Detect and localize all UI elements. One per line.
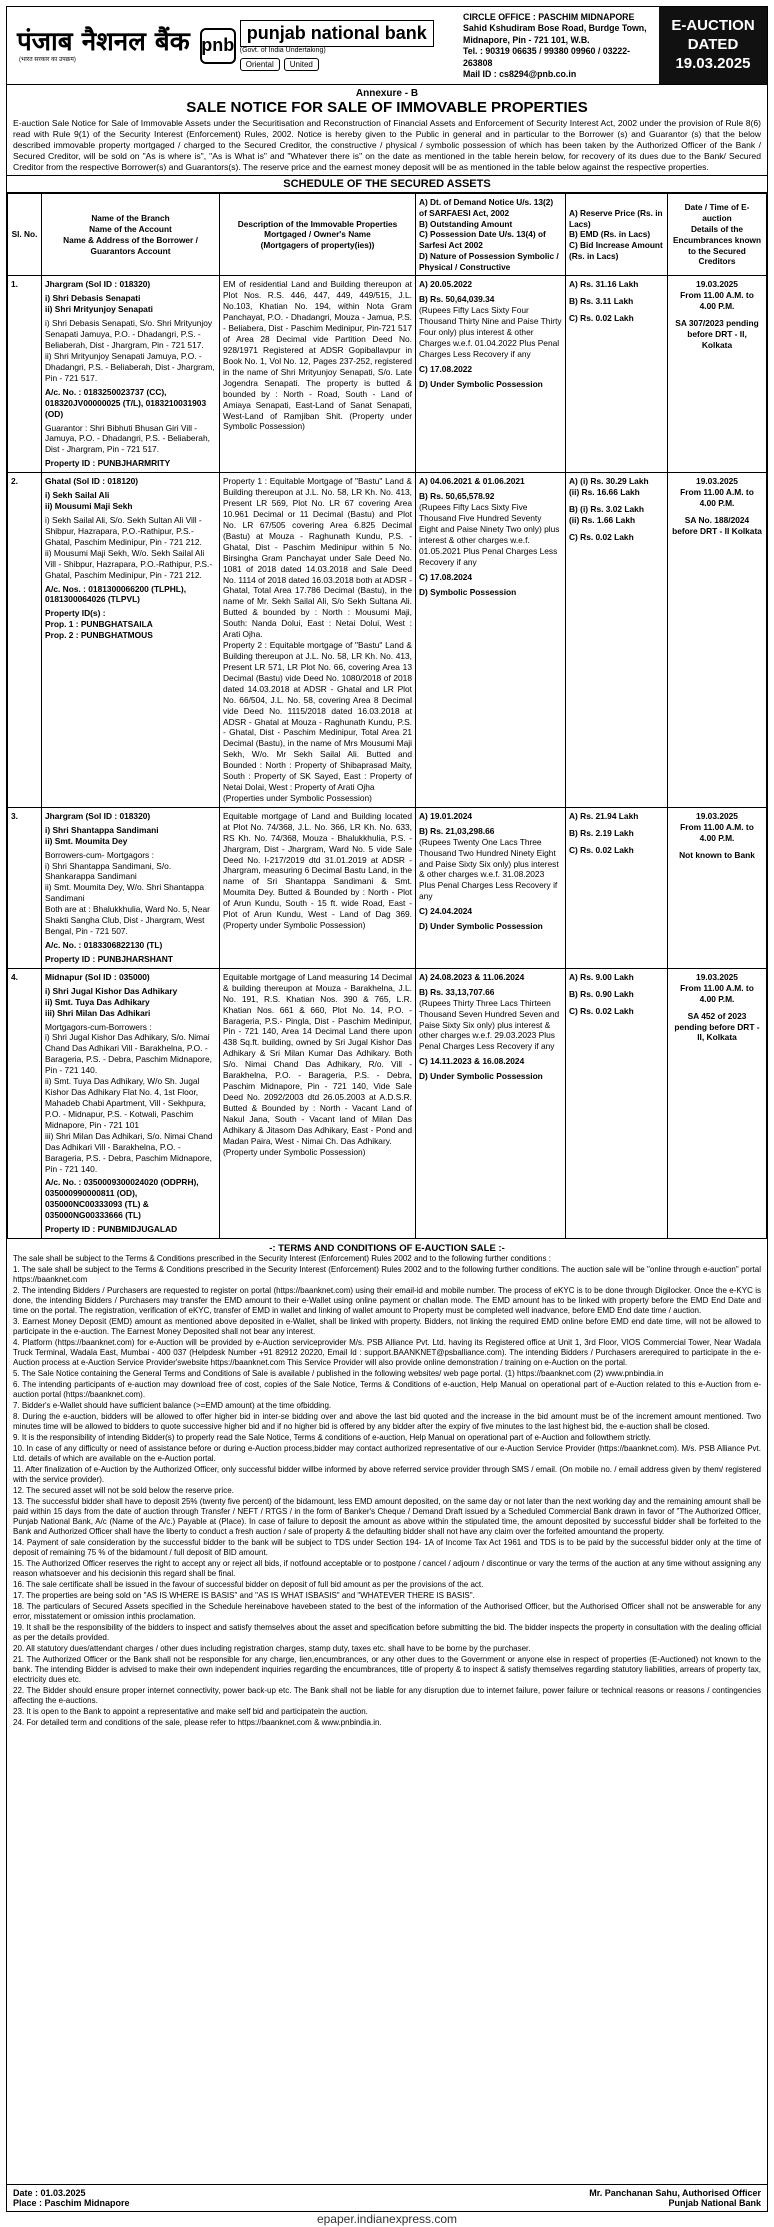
guarantor: Guarantor : Shri Bibhuti Bhusan Giri Vill - Jamuya, P.O. - Dhadangri, P.S. - Beliaberah, Dist - Jhargram, Pin - 721 517. [45, 422, 210, 455]
col-branch: Name of the Branch Name of the Account Name & Address of the Borrower / Guarantors Account [42, 194, 220, 276]
brand-name: punjab national bank [240, 20, 434, 47]
property-description: EM of residential Land and Building thereupon at Plot Nos. R.S. 446, 447, 449, 449/515, J.L. No.103, Khatian No. 194, within Nota Gram Panchayat, P.O. - Dhadangri, Mouza - Jamua, P.S. - Beliabera, Dist - Paschim Medinipur, Pin-721 517 of Area 28 Decimal vide Partition Deed No. 928/1971 Registered at ADSR Gopiballavpur in Book No. 1, Vol No. 12, Pages 237-252, registered in the name of Shri Mrityunjoy Senapati, S/o. Late Jogendra Senapati. The property is butted & bounded by : North - Road, South - Land of Amiaya Senapati, East-Land of Sanat Senapati, West-Land of Ramjiban Shit. (Property under Symbolic Possession) [220, 276, 416, 473]
term-item: 8. During the e-auction, bidders will be allowed to offer higher bid in inter-se bidding over and above the last bid quoted and the increase in the bid amount must be of the increment amount mentioned. Two minutes time will be allowed to bidders to quote successive higher bid and if no higher bid is offered by any bidder after the expiry of five minutes to the last highest bid, the e-auction shall be closed. [13, 1412, 761, 1432]
auction-date: 19.03.2025 [696, 476, 738, 487]
borrower-address: Mortgagors-cum-Borrowers : i) Shri Jugal Kishor Das Adhikary, S/o. Nimai Chand Das Adhikari Vill - Barakhelna, P.O. - Barageria, P.S. - Debra, Paschim Midnapore, Pin - 721 140. ii) Smt. Tuya Das Adhikary, W/o Sh. Jugal Kishor Das Adhikary Flat No. 4, 1st Floor, Mahadeb Chabi Apartment, Vill - Sekhpura, P.O. - Midnapur, P.S. - Kotwali, Paschim Midnapore, Pin - 721 101 iii) Shri Milan Das Adhikari, S/o. Nimai Chand Das Adhikari Vill - Barakhelna, P.O. - Barageria, P.S. - Debra, Paschim Midnapore, Pin - 721 140. [45, 1021, 213, 1174]
footer-date: Date : 01.03.2025 [13, 2188, 86, 2198]
encumbrances: SA No. 188/2024 before DRT - II Kolkata [672, 514, 762, 536]
bid-increase: C) Rs. 0.02 Lakh [569, 313, 634, 324]
row-sl: 1. [8, 276, 42, 473]
demand-cell [416, 473, 566, 808]
terms-title: -: TERMS AND CONDITIONS OF E-AUCTION SALE :- [269, 1243, 505, 1255]
emd: B) Rs. 3.11 Lakh [569, 296, 634, 307]
outstanding-words: (Rupees Thirty Three Lacs Thirteen Thousand Seven Hundred Seven and Paise Sixty Six only) plus interest & other charges w.e.f. 29.03.2023 Plus Penal Charges Less Recovery if any [419, 997, 560, 1052]
pnb-logo-icon: pnb [200, 28, 236, 64]
account-names: i) Shri Shantappa Sandimani ii) Smt. Moumita Dey [45, 824, 159, 846]
property-description: Property 1 : Equitable Mortgage of "Bastu" Land & Building thereupon at J.L. No. 58, LR Kh. No. 413, Present LR 569, Plot No. LR 67 covering Area 10.961 Decimal or 11 Decimal (Bastu) and Plot No. LR 67/505 covering Area 6.825 Decimal (Bastu) at Mouza - Raghunath Kundu, P.S. - Ghatal, Dist - Paschim Medinipur within 5 No. Birsingha Gram Panchayat under Sale Deed No. 1081 of 2018 dated 14.03.2018 and Sale Deed No. 1114 of 2018 dated 16.03.2018 both at ADSR - Ghatal, Total Area 17.786 Decimal (Bastu), in the name of Mr. Sekh Sailal Ali, S/o Sekh Sultana Ali. Butted & bounded by : North : Mousumi Maji, South: Nanda Dolui, East : Netai Dolui, West : Arati Ojha. Property 2 : Equitable mortgage of "Bastu" Land & Building thereupon at J.L. No. 58, LR Kh. No. 413, Present LR 571, LR Plot No. 66, covering Area 13 Decimal (Bastu) vide Deed No. 1080/2018 of 2018 dated 14.03.2018 at ADSR - Ghatal and LR Plot No. 66/504, J.L. No. 58, covering Area 8 Decimal vide Deed No. 1115/2018 dated 16.03.2018 at ADSR - Ghatal at Mouza - Raghunath Kundu, P.S. - Ghatal, Dist - Paschim Medinipur, Total Area 21 Decimal (Bastu), in the name of Mrs Mousumi Maji Sekh, W/o. Mr Sekh Sailal Ali. Butted and Bounded : North : Property of Shibaprasad Maity, South : Property of SK Sayed, East : Property of Netai Dolai, West : Property of Arati Ojha (Properties under Symbolic Possession) [220, 473, 416, 808]
term-item: 17. The properties are being sold on "AS IS WHERE IS BASIS" and "AS IS WHAT ISBASIS" and "WHATEVER THERE IS BASIS". [13, 1591, 475, 1601]
branch-name: Jhargram (Sol ID : 018320) [45, 810, 151, 821]
watermark: epaper.indianexpress.com [316, 2212, 458, 2226]
possession-nature: D) Symbolic Possession [419, 586, 517, 597]
demand-date: A) 19.01.2024 [419, 810, 473, 821]
possession-date: C) 24.04.2024 [419, 906, 473, 917]
borrower-address: i) Sekh Sailal Ali, S/o. Sekh Sultan Ali Vill - Shibpur, Hazrapara, P.O.-Rathipur, P.S.- Ghatal, Paschim Medinipur, Pin - 721 212. ii) Mousumi Maji Sekh, W/o. Sekh Sailal Ali Vill - Shibpur, Hazrapara, P.O.-Rathipur, P.S.- Ghatal, Paschim Medinipur, Pin - 721 212. [45, 514, 213, 580]
table-row [8, 807, 767, 968]
row-branch-cell [42, 473, 220, 808]
reserve-cell [566, 473, 668, 808]
outstanding-words: (Rupees Fifty Lacs Sixty Five Thousand Five Hundred Seventy Eight and Paise Ninety Two only) plus interest & other charges w.e.f. 01.05.2021 Plus Penal Charges Less Recovery if any [419, 502, 560, 567]
borrower-address: i) Shri Debasis Senapati, S/o. Shri Mrityunjoy Senapati Jamuya, P.O. - Dhadangri, P.S. - Beliaberah, Dist - Jhargram, Pin - 721 517. ii) Shri Mrityunjoy Senapati Jamuya, P.O. - Dhadangri, P.S. - Beliaberah, Dist - Jhargram, Pin - 721 517. [45, 318, 215, 383]
auction-time: From 11.00 A.M. to 4.00 P.M. [680, 487, 754, 509]
eauction-date: 19.03.2025 [675, 54, 751, 72]
auction-time: From 11.00 A.M. to 4.00 P.M. [680, 290, 754, 312]
auction-cell [668, 968, 767, 1238]
auction-time: From 11.00 A.M. to 4.00 P.M. [680, 821, 754, 843]
emd: B) (i) Rs. 3.02 Lakh (ii) Rs. 1.66 Lakh [569, 504, 644, 525]
borrower-address: Borrowers-cum- Mortgagors : i) Shri Shantappa Sandimani, S/o. Shankarappa Sandimani ii) Smt. Moumita Dey, W/o. Shri Shantappa Sandimani Both are at : Bhalukkhulia, Ward No. 5, Near Shakti Sangha Club, Dist - Jhargram, West Bengal, Pin - 721 507. [45, 849, 210, 937]
page-title: SALE NOTICE FOR SALE OF IMMOVABLE PROPERTIES [186, 99, 588, 116]
office-line: Sahid Kshudiram Bose Road, Burdge Town, [463, 23, 647, 34]
demand-cell [416, 968, 566, 1238]
branch-name: Jhargram (Sol ID : 018320) [45, 279, 151, 290]
row-sl: 2. [8, 473, 42, 808]
merged-banks [240, 58, 434, 71]
col-date: Date / Time of E-auction Details of the Encumbrances known to the Secured Creditors [668, 194, 767, 276]
office-line: Midnapore, Pin - 721 101, W.B. [463, 34, 590, 45]
footer-signatory: Mr. Panchanan Sahu, Authorised Officer [589, 2188, 761, 2198]
auction-date: 19.03.2025 [696, 279, 738, 290]
col-sl: Sl. No. [8, 194, 42, 276]
reserve-price: A) (i) Rs. 30.29 Lakh (ii) Rs. 16.66 Lakh [569, 476, 649, 498]
bid-increase: C) Rs. 0.02 Lakh [569, 844, 634, 855]
row-sl: 3. [8, 807, 42, 968]
property-id: Property ID : PUNBJHARMRITY [45, 458, 171, 469]
col-reserve: A) Reserve Price (Rs. in Lacs) B) EMD (Rs. in Lacs) C) Bid Increase Amount (Rs. in Lacs) [566, 194, 668, 276]
auction-date: 19.03.2025 [696, 810, 738, 821]
reserve-cell [566, 276, 668, 473]
account-number: A/c. Nos. : 0181300066200 (TLPHL), 0181300064026 (TLPVL) [45, 583, 187, 605]
term-item: 11. After finalization of e-Auction by the Authorized Officer, only successful bidder willbe informed by above referred service provider through SMS / email. (On mobile no. / email address given by them/ registered with the service provider). [13, 1465, 761, 1485]
intro-text: E-auction Sale Notice for Sale of Immovable Assets under the Securitisation and Reconstruction of Financial Assets and Enforcement of Security Interest Act, 2002 under the provision of Rule 8(6) read with Rule 9(1) of the Security Interest (Enforcement) Rules, 2002. Notice is hereby given to the Public in general and in particular to the Borrower (s) and Guarantor (s) that the below described immovable property mortgaged / charged to the Secured Creditor, the constructive / physical / symbolic possession of which has been taken by the Authorized Officer of the Bank / Secured Creditor, will be sold on "As is where is", "As is What is" and "Whatever there is" on the date as mentioned in the table herein below, for recovery of its dues due to the Bank/ Secured Creditor from the respective Borrower(s) and Guarantors(s). The reserve price and the earnest money deposit will be as mentioned in the table below against the respective properties. [13, 118, 761, 172]
office-line: Tel. : 90319 06635 / 99380 09960 / 03222-263808 [463, 46, 631, 68]
header [7, 7, 767, 85]
table-row [8, 473, 767, 808]
circle-office [459, 7, 659, 84]
term-item: 1. The sale shall be subject to the Terms & Conditions prescribed in the Security Interest (Enforcement) Rules 2002 and to the following further conditions. The auction sale will be "online through e-auction" portal https://baanknet.com [13, 1265, 761, 1285]
property-description: Equitable mortgage of Land and Building located at Plot No. 74/368, J.L. No. 366, LR Kh. No. 633, RS Kh. No. 74/368, Mouza - Bhalukkhulia, P.S. - Jhargram, Dist - Jhargram, Ward No. 5 vide Sale Deed No. I-217/2019 dtd 31.01.2019 at ADSR - Jhargram, measuring 6 Decimal Bastu Land, in the name of Sri Shantappa Sandimani & Smt. Moumita Dey. Butted & Bounded by : North - Plot of Arun Kundu, South - 15 ft. wide Road, East - Plot of Arun Kundu, West - Land of Dag 369. (Property under Symbolic Possession) [220, 807, 416, 968]
account-names: i) Shri Jugal Kishor Das Adhikary ii) Smt. Tuya Das Adhikary iii) Shri Milan Das Adhikari [45, 985, 178, 1018]
term-item: 3. Earnest Money Deposit (EMD) amount as mentioned above deposited in e-Wallet, shall be linked with property. Bidders, not linking the required EMD online before EMD end date time, will not be allowed to participate in the e-auction. The Earnest Money Deposited shall not bear any interest. [13, 1317, 761, 1337]
term-item: 24. For detailed term and conditions of the sale, please refer to https://baanknet.com & www.pnbindia.in. [13, 1718, 382, 1728]
row-sl: 4. [8, 968, 42, 1238]
account-names: i) Shri Debasis Senapati ii) Shri Mrityunjoy Senapati [45, 293, 153, 315]
possession-date: C) 17.08.2024 [419, 571, 473, 582]
auction-date: 19.03.2025 [696, 971, 738, 982]
table-row [8, 968, 767, 1238]
reserve-price: A) Rs. 21.94 Lakh [569, 810, 639, 821]
eauction-label: E-AUCTION [671, 17, 755, 35]
auction-cell [668, 473, 767, 808]
brand-sub: (Govt. of India Undertaking) [239, 47, 326, 54]
assets-table [7, 193, 767, 1239]
hindi-sub: (भारत सरकार का उपक्रम) [19, 56, 76, 63]
schedule-title: SCHEDULE OF THE SECURED ASSETS [7, 175, 767, 193]
oriental-badge: Oriental [240, 58, 280, 71]
possession-nature: D) Under Symbolic Possession [419, 378, 543, 389]
row-branch-cell [42, 276, 220, 473]
term-item: 23. It is open to the Bank to appoint a representative and make self bid and participatein the auction. [13, 1707, 368, 1717]
outstanding-amount: B) Rs. 33,13,707.66 [419, 986, 495, 997]
property-description: Equitable mortgage of Land measuring 14 Decimal & building thereupon at Mouza - Barakhelna, J.L. No. 191, R.S. Khatian Nos. 390 & 765, L.R. Khatian Nos. 661 & 660, Plot No. 14, P.O. - Barageria, P.S.- Pingla, Dist - Paschim Medinipur, Pin - 721 140, Area 14 Decimal Land there upon 438 Sq.ft. building, owned by Sri Jugal Kishor Das Adhikary & Sri Milan Kumar Das Adhikary. Both S/o. Nimai Chand Das Adhikary, R/o. Vill - Barakhelna, P.O. - Barageria, P.S. - Debra, Paschim Midnapore, Pin - 721 140, Vide Sale Deed No. 2092/2003 dtd 26.05.2003 at A.D.S.R. Butted & Bounded by : North - Vacant Land of Nakul Jana, South - Vacant land of Milan Das Adhikary & Jitasom Das Adhikary, East - Pond and Madan Paira, West - Nimai Ch. Das Adhikary. (Property under Symbolic Possession) [220, 968, 416, 1238]
auction-time: From 11.00 A.M. to 4.00 P.M. [680, 982, 754, 1004]
branch-name: Midnapur (Sol ID : 035000) [45, 971, 150, 982]
reserve-price: A) Rs. 31.16 Lakh [569, 279, 639, 290]
demand-date: A) 04.06.2021 & 01.06.2021 [419, 476, 525, 487]
outstanding-amount: B) Rs. 21,03,298.66 [419, 825, 495, 836]
footer [7, 2184, 767, 2211]
reserve-cell [566, 968, 668, 1238]
demand-cell [416, 276, 566, 473]
auction-cell [668, 807, 767, 968]
terms-list [7, 1254, 767, 1728]
possession-date: C) 14.11.2023 & 16.08.2024 [419, 1056, 525, 1067]
term-item: 15. The Authorized Officer reserves the right to accept any or reject all bids, if notfound acceptable or to postpone / cancel / adjourn / discontinue or vary the terms of the auction at any time without assigning any reason whatsoever and his decisionin this regard shall be final. [13, 1559, 761, 1579]
col-desc: Description of the Immovable Properties Mortgaged / Owner's Name (Mortgagers of property(ies)) [220, 194, 416, 276]
term-item: 21. The Authorized Officer or the Bank shall not be responsible for any charge, lien,encumbrances, or any other dues to the Government or anyone else in respect of properties (E-Auctioned) not known to the bank. The intending Bidder is advised to make their own independent inquiries regarding the encumbrances, title of property & to inspect & satisfy themselves regarding statutory liabilities, arrears of property tax, electricity dues etc. [13, 1655, 761, 1685]
outstanding-amount: B) Rs. 50,65,578.92 [419, 491, 495, 502]
outstanding-words: (Rupees Fifty Lacs Sixty Four Thousand Thirty Nine and Paise Thirty Four only) plus interest & other Charges w.e.f. 01.04.2022 Plus Penal Charges Less Recovery if any [419, 305, 562, 359]
account-number: A/c. No. : 0183250023737 (CC), 018320JV00000025 (T/L), 0183210031903 (OD) [45, 386, 207, 419]
outstanding-words: (Rupees Twenty One Lacs Three Thousand Two Hundred Ninety Eight and Paise Sixty Six only) plus interest & other charges w.e.f. 31.08.2023 Plus Penal Charges Less Recovery if any [419, 836, 559, 902]
term-item: 16. The sale certificate shall be issued in the favour of successful bidder on deposit of full bid amount as per the provisions of the act. [13, 1580, 484, 1590]
office-line: CIRCLE OFFICE : PASCHIM MIDNAPORE [463, 12, 635, 22]
eauction-dated: DATED [687, 36, 739, 54]
term-item: 7. Bidder's e-Wallet should have sufficient balance (>=EMD amount) at the time ofbidding. [13, 1401, 332, 1411]
term-item: 6. The intending participants of e-auction may download free of cost, copies of the Sale Notice, Terms & Conditions of e-auction, Help Manual on operational part of e-Auction related to this e-Auction from e-auction portal (https://baanknet.com). [13, 1380, 761, 1400]
office-line: Mail ID : cs8294@pnb.co.in [463, 69, 577, 80]
term-item: 4. Platform (https://baanknet.com) for e-Auction will be provided by e-Auction serviceprovider M/s. PSB Alliance Pvt. Ltd. having its Registered office at Unit 1, 3rd Floor, VIOS Commercial Tower, Near Wadala Truck Terminal, Wadala East, Mumbai - 400 037 (Helpdesk Number +91 82912 20220, Email Id : support.BAANKNET@psballiance.com). The intending Bidders / Purchasers arerequired to participate in the e-Auction process at e-Auction Service Provider'swebsite https://baanknet.com This Service Provider will also provide online demonstration / training on e-Auction on the portal. [13, 1338, 761, 1368]
term-item: 13. The successful bidder shall have to deposit 25% (twenty five percent) of the bidamount, less EMD amount deposited, on the same day or not later than the next working day and the remaining amount shall be paid within 15 days from the date of auction through Transfer / NEFT / RTGS / in the form of Banker's Cheque / Demand Draft issued by a Scheduled Commercial Bank drawn in favor of "The Authorized Officer, Punjab National Bank, A/c (Name of the A/c.) Payable at (Place). In case of failure to deposit the amount as above within the stipulated time, the amount deposited by successful bidder shall be forfeited to the Bank and Authorized Officer shall have the liberty to conduct a fresh auction / sale of property & the defaulting bidder shall not have any claim over the forfeited amountand the property. [13, 1497, 761, 1537]
demand-date: A) 24.08.2023 & 11.06.2024 [419, 971, 525, 982]
demand-date: A) 20.05.2022 [419, 279, 473, 290]
term-item: 18. The particulars of Secured Assets specified in the Schedule hereinabove havebeen stated to the best of the information of the Authorised Officer, but the Authorised Officer shall not be answerable for any error, misstatement or omission inthis proclamation. [13, 1602, 761, 1622]
hindi-bank-name: पंजाब नैशनल बैंक [17, 26, 190, 57]
term-item: 22. The Bidder should ensure proper internet connectivity, power back-up etc. The Bank shall not be liable for any disruption due to internet failure, power failure or technical reasons or reasons / contingencies affecting the e-auctions. [13, 1686, 761, 1706]
branch-name: Ghatal (Sol ID : 018120) [45, 476, 139, 487]
row-branch-cell [42, 968, 220, 1238]
account-names: i) Sekh Sailal Ali ii) Mousumi Maji Sekh [45, 490, 133, 512]
reserve-price: A) Rs. 9.00 Lakh [569, 971, 634, 982]
encumbrances: SA 307/2023 pending before DRT - II, Kolkata [675, 318, 759, 351]
property-id: Property ID : PUNBMIDJUGALAD [45, 1224, 178, 1235]
account-number: A/c. No. : 0183306822130 (TL) [45, 940, 163, 951]
term-item: 9. It is the responsibility of intending Bidder(s) to properly read the Sale Notice, Terms & conditions of e-auction, Help Manual on operational part of e-Auction and followthem strictly. [13, 1433, 651, 1443]
notice-sheet [6, 6, 768, 2212]
emd: B) Rs. 2.19 Lakh [569, 827, 634, 838]
possession-nature: D) Under Symbolic Possession [419, 1071, 543, 1082]
bid-increase: C) Rs. 0.02 Lakh [569, 1005, 634, 1016]
encumbrances: Not known to Bank [679, 849, 755, 860]
table-header [8, 194, 767, 276]
emd: B) Rs. 0.90 Lakh [569, 988, 634, 999]
term-item: 19. It shall be the responsibility of the bidders to inspect and satisfy themselves about the asset and specification before submitting the bid. The bidder inspects the property in consultation with the dealing official as per the details provided. [13, 1623, 761, 1643]
account-number: A/c. No. : 0350009300024020 (ODPRH), 035000990000811 (OD), 035000NC00333093 (TL) & 035000NG00333666 (TL) [45, 1177, 199, 1221]
term-item: 10. In case of any difficulty or need of assistance before or during e-Auction process,bidder may contact authorized representative of our e-Auction Service Provider (https://baanknet.com). M/s. PSB Alliance Pvt. Ltd. details of which are available on the e-Auction portal. [13, 1444, 761, 1464]
eauction-badge [659, 7, 767, 84]
terms-intro: The sale shall be subject to the Terms & Conditions prescribed in the Security Interest (Enforcement) Rules 2002 and to the following further conditions : [13, 1254, 551, 1264]
possession-nature: D) Under Symbolic Possession [419, 921, 543, 932]
row-branch-cell [42, 807, 220, 968]
logo-block [7, 7, 459, 84]
bid-increase: C) Rs. 0.02 Lakh [569, 531, 634, 542]
term-item: 14. Payment of sale consideration by the successful bidder to the bank will be subject to TDS under Section 194- 1A of Income Tax Act 1961 and TDS is to be paid by the successful bidder only at the time of deposit of remaining 75 % of the bidamount / full deposit of BID amount. [13, 1538, 761, 1558]
term-item: 20. All statutory dues/attendant charges / other dues including registration charges, stamp duty, taxes etc. shall have to be borne by the purchaser. [13, 1644, 531, 1654]
term-item: 5. The Sale Notice containing the General Terms and Conditions of Sale is available / published in the following websites/ web page portal. (1) https://baanknet.com (2) www.pnbindia.in [13, 1369, 664, 1379]
footer-bank: Punjab National Bank [668, 2198, 761, 2208]
term-item: 2. The intending Bidders / Purchasers are requested to register on portal (https://baanknet.com) using their email-id and mobile number. The process of eKYC is to be done through Digilocker. Once the e-KYC is done, the intending Bidders / Purchasers may transfer the EMD amount to their e-Wallet using online payment or challan mode. The EMD amount has to be linked with property before the EMD End Date and time on the portal. The registration, verification of eKYC, transfer of EMD in wallet and linking of wallet amount to Property must be completed well inadvance, before EMD End date time / auction. [13, 1286, 761, 1316]
footer-place: Place : Paschim Midnapore [13, 2198, 130, 2208]
table-row [8, 276, 767, 473]
united-badge: United [284, 58, 319, 71]
possession-date: C) 17.08.2022 [419, 363, 473, 374]
term-item: 12. The secured asset will not be sold below the reserve price. [13, 1486, 234, 1496]
demand-cell [416, 807, 566, 968]
annexure: Annexure - B [355, 88, 419, 99]
outstanding-amount: B) Rs. 50,64,039.34 [419, 294, 495, 305]
reserve-cell [566, 807, 668, 968]
col-demand: A) Dt. of Demand Notice U/s. 13(2) of SARFAESI Act, 2002 B) Outstanding Amount C) Possession Date U/s. 13(4) of Sarfesi Act 2002 D) Nature of Possession Symbolic / Physical / Constructive [416, 194, 566, 276]
property-id: Property ID : PUNBJHARSHANT [45, 953, 173, 964]
property-id: Property ID(s) : Prop. 1 : PUNBGHATSAILA Prop. 2 : PUNBGHATMOUS [45, 608, 153, 641]
encumbrances: SA 452 of 2023 pending before DRT - II, Kolkata [674, 1010, 760, 1043]
auction-cell [668, 276, 767, 473]
